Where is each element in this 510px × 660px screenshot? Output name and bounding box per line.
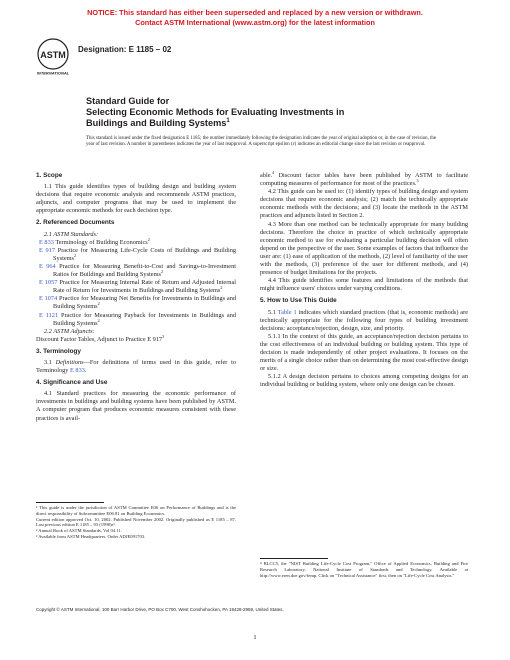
footnotes-right — [260, 561, 468, 578]
footnote: Current edition approved Oct. 10, 2002. Published November 2002. Originally published as E 1185 – 87. Last previous edition E 1185 – 93 (1998)ε¹. — [36, 516, 236, 528]
reference-link[interactable]: E 964 — [39, 262, 56, 270]
paragraph-1-1: 1.1 This guide identifies types of building design and building system decisions that require economic analysis and recommends ASTM practices, adjuncts, and computer programs that may be used to implement the appropriate economic methods for each decision type. — [36, 183, 236, 215]
reference-link[interactable]: E 1074 — [39, 295, 58, 303]
adjunct-item: Discount Factor Tables, Adjunct to Practice E $917^3$ — [36, 333, 165, 343]
reference-link[interactable]: E 1121 — [39, 311, 59, 319]
paragraph-4-1: 4.1 Standard practices for measuring the economic performance of investments in buildings and building systems have been published by ASTM. A computer program that produces economic measures consistent with these practices is avail- — [36, 390, 236, 422]
reference-list — [36, 236, 237, 328]
standard-note: This standard is issued under the fixed designation E 1185; the number immediately following the designation indicates the year of original adoption or, in the case of revision, the year of last revision. A number in parentheses indicates the year of last reapproval. A superscript epsilon (ε) indicates an editorial change since the last revision or reapproval. — [86, 136, 437, 148]
svg-text:ASTM: ASTM — [40, 50, 66, 60]
notice-line-1: NOTICE: This standard has either been superseded and replaced by a new version or withdrawn. — [87, 8, 423, 17]
reference-item: E 1121 Practice for Measuring Payback for Investments in Buildings and Building Systems$^2$ — [39, 311, 236, 327]
section-heading-referenced-documents: 2. Referenced Documents — [36, 219, 115, 227]
left-column — [36, 172, 236, 423]
paragraph-3-1: 3.1 Definitions—For definitions of terms used in this guide, refer to Terminology E 833. — [36, 358, 236, 375]
reference-item: E 917 Practice for Measuring Life-Cycle Costs of Buildings and Building Systems$^2$ — [39, 246, 236, 262]
terminology-link[interactable]: E 833 — [70, 367, 85, 375]
reference-item: E 964 Practice for Measuring Benefit-to-Cost and Savings-to-Investment Ratios for Buildings and Building Systems$^2$ — [39, 262, 236, 279]
footnote: ³ Available from ASTM Headquarters. Order ADJE091703. — [36, 533, 146, 539]
paragraph-5-1-2: 5.1.2 A design decision pertains to choices among competing designs for an individual building or building system, where only one design can be chosen. — [260, 373, 468, 389]
right-column — [260, 169, 468, 389]
paragraph-4-2: 4.2 This guide can be used to: (1) identify types of building design and system decisions that require economic analysis; (2) match the technically appropriate economic methods with the decisions; and (3) locate the methods in the ASTM practices and adjuncts listed in Section 2. — [260, 188, 468, 220]
reference-item: E 833 Terminology of Building Economics$^2$ — [39, 236, 150, 246]
paragraph-5-1-1: 5.1.1 In the context of this guide, an acceptance/rejection decision pertains to the cost effectiveness of an individual building or building system. This type of decision is made independently of other project evaluations. It focuses on the merits of a single choice rather than on determining the most cost-effective design or size. — [260, 332, 468, 373]
reference-link[interactable]: E 833 — [39, 238, 54, 246]
notice-line-2: Contact ASTM International (www.astm.org) for the latest information — [135, 17, 375, 27]
document-title — [86, 96, 486, 129]
reference-item: E 1057 Practice for Measuring Internal Rate of Return and Adjusted Internal Rate of Return for Investments in Buildings and Building Systems$^2$ — [39, 279, 236, 295]
footnote-divider — [36, 502, 104, 503]
reference-item: E 1074 Practice for Measuring Net Benefits for Investments in Buildings and Building Systems$^2$ — [39, 295, 237, 311]
title-line-1: Standard Guide for — [86, 96, 170, 106]
astm-logo-icon — [36, 38, 70, 76]
reference-link[interactable]: E 1057 — [39, 279, 58, 287]
page-number: 1 — [253, 634, 257, 641]
title-line-2: Selecting Economic Methods for Evaluating Investments in — [86, 107, 345, 117]
designation: Designation: E 1185 – 02 — [78, 45, 172, 54]
svg-text:INTERNATIONAL: INTERNATIONAL — [36, 70, 70, 76]
section-heading-scope: 1. Scope — [36, 172, 63, 179]
paragraph-4-1-continued: able.$^4$ Discount factor tables have been published by ASTM to facilitate computing measures of performance for most of the practices.$^3$ — [260, 169, 468, 188]
footnotes-left — [36, 505, 236, 540]
section-heading-significance: 4. Significance and Use — [36, 379, 108, 387]
footnote-divider — [260, 558, 328, 559]
supersede-notice — [0, 8, 510, 27]
footnote: ⁴ BLCC5, the "NIST Building Life-Cycle Cost Program," Office of Applied Economics, Building and Fire Research Laboratory, National Institute of Standards and Technology. Available at http://www.eren.doe.gov/femp. Click on "Technical Assistance" first, then on "Life-Cycle Cost Analysis." — [260, 561, 468, 578]
paragraph-2-2: 2.2 ASTM Adjuncts: — [44, 327, 95, 335]
footnote: ² Annual Book of ASTM Standards, Vol 04.11. — [36, 528, 122, 534]
reference-link[interactable]: E 917 — [39, 246, 55, 254]
footnote: ¹ This guide is under the jurisdiction of ASTM Committee E06 on Performance of Buildings and is the direct responsibility of Subcommittee E06.81 on Building Economics. — [36, 505, 236, 516]
paragraph-4-3: 4.3 More than one method can be technically appropriate for many building decisions. Therefore the choice in practice of which technically appropriate economic method to use for evaluating a particular building decision will often depend on the perspective of the user. Some examples of factors that influence the user are: (1) ease of application of the methods, (2) level of familiarity of the user with the methods, (3) preference of the user for different methods, and (4) presence of budget limitations for the projects. — [260, 220, 468, 277]
section-heading-how-to-use: 5. How to Use This Guide — [260, 297, 337, 305]
table-1-link[interactable]: Table 1 — [277, 308, 297, 316]
section-heading-terminology: 3. Terminology — [36, 347, 81, 355]
copyright-line: Copyright © ASTM International, 100 Barr Harbor Drive, PO Box C700, West Conshohocken, PA 19428-2959, United States. — [36, 607, 284, 612]
paragraph-5-1: 5.1 Table 1 indicates which standard practices (that is, economic methods) are technically appropriate for the following four types of building investment decisions: acceptance/rejection, design, size, and priority. — [260, 308, 468, 332]
paragraph-4-4: 4.4 This guide identifies some features and limitations of the methods that might influence users' choices under varying conditions. — [260, 277, 468, 293]
paragraph-2-1: 2.1 ASTM Standards: — [44, 230, 99, 238]
title-line-3: Buildings and Building Systems$^1$ — [86, 117, 230, 128]
